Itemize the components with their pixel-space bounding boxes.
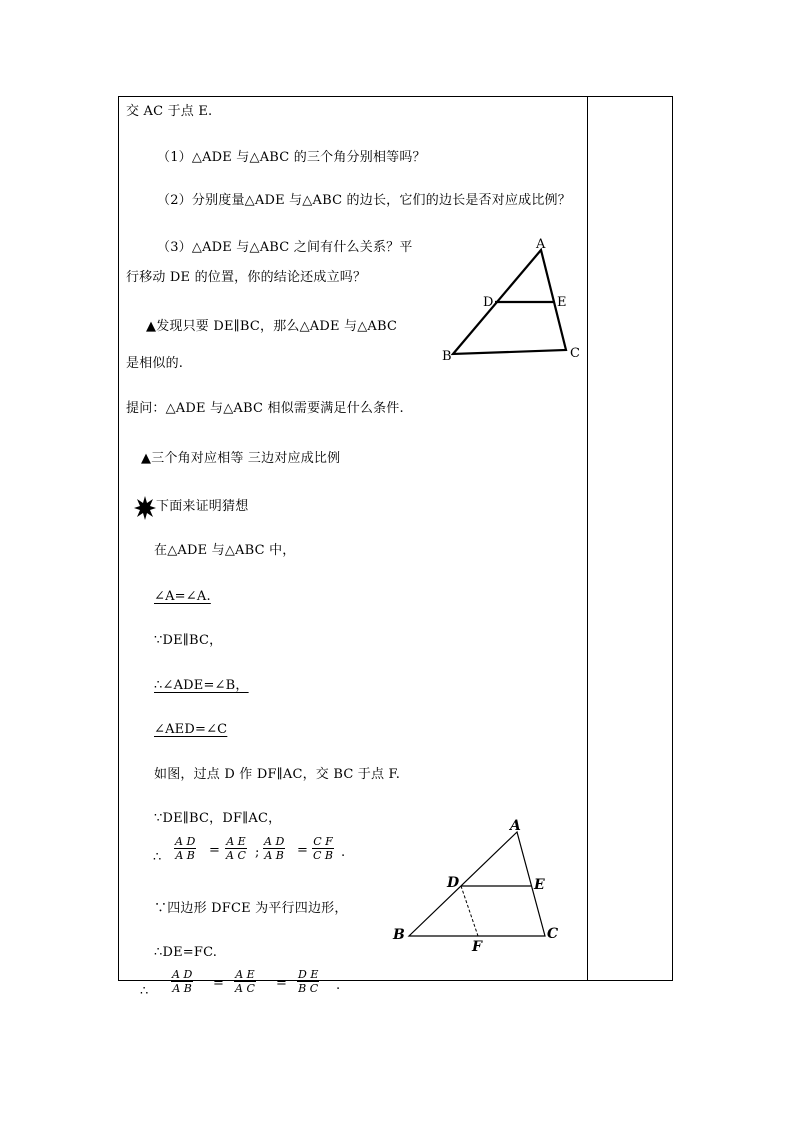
line-intersect-ac: 交 AC 于点 E. <box>126 104 213 119</box>
proof-step-angle-aed: ∠AED=∠C <box>154 722 228 737</box>
vertex-label-e: E <box>557 295 567 310</box>
equals-sign: = <box>297 843 308 858</box>
proof-step-parallels: ∵DE∥BC，DF∥AC， <box>154 811 282 826</box>
denominator: A B <box>175 849 195 862</box>
proof-step-parallelogram: ∵四边形 DFCE 为平行四边形， <box>154 901 348 916</box>
fraction <box>263 835 285 862</box>
vertex-label-e: E <box>534 877 545 893</box>
vertex-label-a: A <box>536 237 546 252</box>
denominator: B C <box>298 982 319 995</box>
finding-2: ▲三个角对应相等 三边对应成比例 <box>141 451 341 466</box>
proof-step-angle-ade: ∴∠ADE=∠B， <box>154 678 249 693</box>
period: . <box>336 978 341 993</box>
therefore-symbol: ∴ <box>153 850 162 865</box>
numerator: D E <box>298 968 319 981</box>
numerator: A D <box>172 968 193 981</box>
vertex-label-f: F <box>472 939 482 955</box>
fraction <box>225 835 247 862</box>
fraction <box>297 968 319 995</box>
proof-step-de-parallel-bc: ∵DE∥BC， <box>154 633 223 648</box>
vertex-label-d: D <box>447 875 460 891</box>
numerator: A D <box>175 835 196 848</box>
vertex-label-c: C <box>570 346 580 361</box>
triangle-abc <box>409 832 545 936</box>
period: . <box>341 845 346 860</box>
numerator: A E <box>226 835 246 848</box>
denominator: C B <box>313 849 333 862</box>
segment-df-dashed <box>461 886 478 936</box>
numerator: A E <box>235 968 255 981</box>
vertex-label-c: C <box>547 926 559 942</box>
triangle-figure-2 <box>388 812 568 958</box>
vertex-label-a: A <box>510 818 521 834</box>
fraction <box>312 835 334 862</box>
therefore-symbol: ∴ <box>140 984 149 999</box>
question-2: （2）分别度量△ADE 与△ABC 的边长，它们的边长是否对应成比例？ <box>157 193 571 208</box>
finding-1-line-1: ▲发现只要 DE∥BC，那么△ADE 与△ABC <box>146 319 398 334</box>
proof-step-construct-df: 如图，过点 D 作 DF∥AC，交 BC 于点 F. <box>154 767 401 782</box>
proof-heading: 下面来证明猜想 <box>156 499 249 514</box>
fraction <box>234 968 256 995</box>
vertex-label-b: B <box>393 927 405 943</box>
proof-step-de-equals-fc: ∴DE=FC. <box>154 945 218 960</box>
denominator: A B <box>264 849 284 862</box>
question-1: （1）△ADE 与△ABC 的三个角分别相等吗？ <box>157 150 426 165</box>
equals-sign: = <box>213 976 224 991</box>
separator: ; <box>255 845 260 860</box>
burst-icon <box>134 496 156 520</box>
triangle-figure-1 <box>436 232 586 366</box>
equals-sign: = <box>209 843 220 858</box>
finding-1-line-2: 是相似的. <box>126 356 184 371</box>
fraction <box>171 968 193 995</box>
proof-step-angle-a: ∠A=∠A. <box>154 589 211 604</box>
proof-step-in-triangles: 在△ADE 与△ABC 中， <box>154 543 296 558</box>
prompt-question: 提问：△ADE 与△ABC 相似需要满足什么条件. <box>126 401 404 416</box>
table-column-divider <box>587 96 588 981</box>
denominator: A C <box>235 982 255 995</box>
fraction <box>174 835 196 862</box>
vertex-label-d: D <box>483 295 494 310</box>
denominator: A B <box>172 982 192 995</box>
denominator: A C <box>226 849 246 862</box>
vertex-label-b: B <box>442 349 452 364</box>
equals-sign: = <box>276 976 287 991</box>
numerator: A D <box>264 835 285 848</box>
question-3-line-2: 行移动 DE 的位置，你的结论还成立吗？ <box>126 270 367 285</box>
question-3-line-1: （3）△ADE 与△ABC 之间有什么关系？平 <box>157 240 413 255</box>
numerator: C F <box>313 835 333 848</box>
